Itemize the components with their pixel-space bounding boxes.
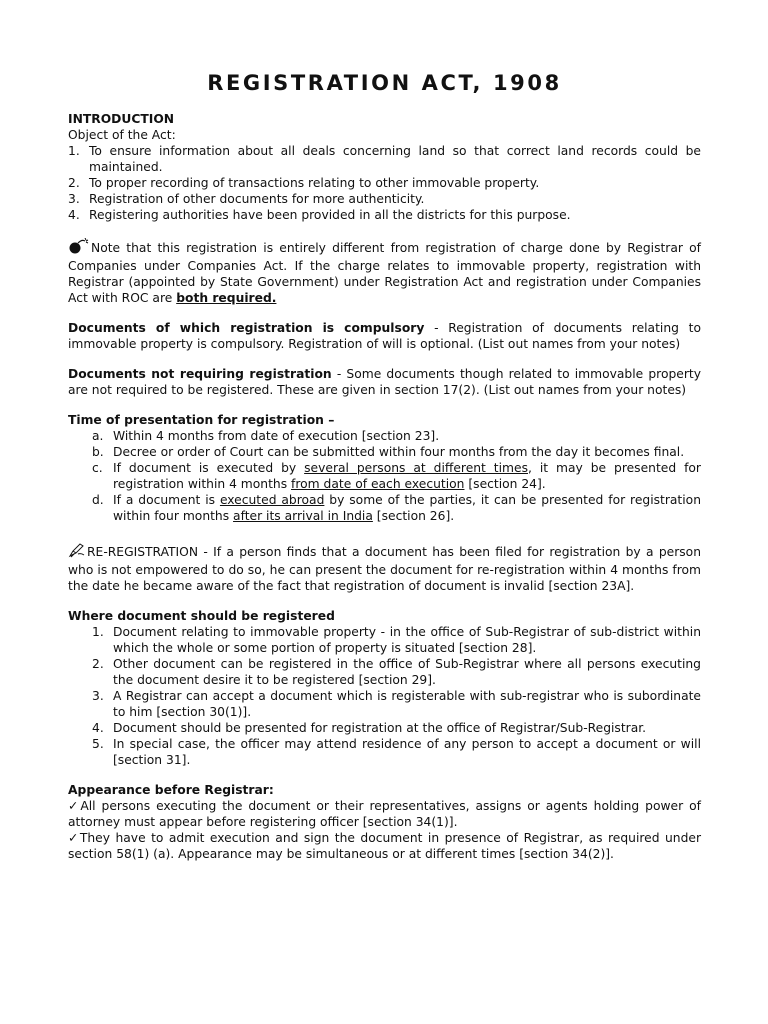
page-title: REGISTRATION ACT, 1908	[207, 71, 562, 95]
time-heading: Time of presentation for registration –	[68, 413, 335, 427]
where-heading: Where document should be registered	[68, 609, 335, 623]
not-required-paragraph: Documents not requiring registration - Some documents though related to immovable property are not required to be registered. These are given in section 17(2). (List out names from your notes)	[68, 367, 701, 397]
list-item: 2. To proper recording of transactions relating to other immovable property.	[68, 176, 540, 190]
compulsory-heading: Documents of which registration is compulsory	[68, 321, 425, 335]
intro-heading: INTRODUCTION	[68, 112, 175, 126]
list-item: 3. A Registrar can accept a document which is registerable with sub-registrar who is subordinate to him [section 30(1)].	[92, 689, 701, 719]
objects-list	[68, 143, 701, 223]
list-item: c. If document is executed by several persons at different times, it may be presented for registration within 4 months from date of each execution [section 24].	[92, 461, 701, 491]
writing-hand-icon	[68, 542, 86, 562]
list-item: 1. To ensure information about all deals concerning land so that correct land records could be maintained.	[68, 144, 701, 174]
list-item: 1. Document relating to immovable property - in the office of Sub-Registrar of sub-district within which the whole or some portion of property is situated [section 28].	[92, 625, 701, 655]
list-item: 5. In special case, the officer may attend residence of any person to accept a document or will [section 31].	[92, 737, 701, 767]
compulsory-paragraph: Documents of which registration is compulsory - Registration of documents relating to immovable property is compulsory. Registration of will is optional. (List out names from your notes)	[68, 321, 701, 351]
list-item: 4. Document should be presented for registration at the office of Registrar/Sub-Registrar.	[92, 721, 647, 735]
note-paragraph: Note that this registration is entirely different from registration of charge done by Registrar of Companies under Companies Act. If the charge relates to immovable property, registration with Registrar (appointed by State Government) under Registration Act and registration under Companies Act with ROC are both required.	[68, 238, 701, 306]
reregistration-paragraph: RE-REGISTRATION - If a person finds that a document has been filed for registration by a person who is not empowered to do so, he can present the document for re-registration within 4 months from the date he became aware of the fact that registration of document is invalid [section 23A].	[68, 542, 701, 594]
object-label: Object of the Act:	[68, 128, 176, 142]
document-page	[68, 0, 701, 862]
list-item: 3. Registration of other documents for more authenticity.	[68, 192, 425, 206]
list-item: b. Decree or order of Court can be submitted within four months from the day it becomes final.	[92, 445, 685, 459]
appearance-heading: Appearance before Registrar:	[68, 783, 274, 797]
list-item: 4. Registering authorities have been provided in all the districts for this purpose.	[68, 208, 571, 222]
time-list	[68, 428, 701, 524]
list-item: d. If a document is executed abroad by some of the parties, it can be presented for registration within four months after its arrival in India [section 26].	[92, 493, 701, 523]
bomb-icon	[68, 238, 90, 258]
appearance-point-2: ✓They have to admit execution and sign the document in presence of Registrar, as required under section 58(1) (a). Appearance may be simultaneous or at different times [section 34(2)].	[68, 831, 701, 861]
list-item: a. Within 4 months from date of execution [section 23].	[92, 429, 440, 443]
list-item: 2. Other document can be registered in the office of Sub-Registrar where all persons executing the document desire it to be registered [section 29].	[92, 657, 701, 687]
where-list	[68, 624, 701, 768]
not-required-heading: Documents not requiring registration	[68, 367, 332, 381]
appearance-point-1: ✓All persons executing the document or their representatives, assigns or agents holding power of attorney must appear before registering officer [section 34(1)].	[68, 799, 701, 829]
